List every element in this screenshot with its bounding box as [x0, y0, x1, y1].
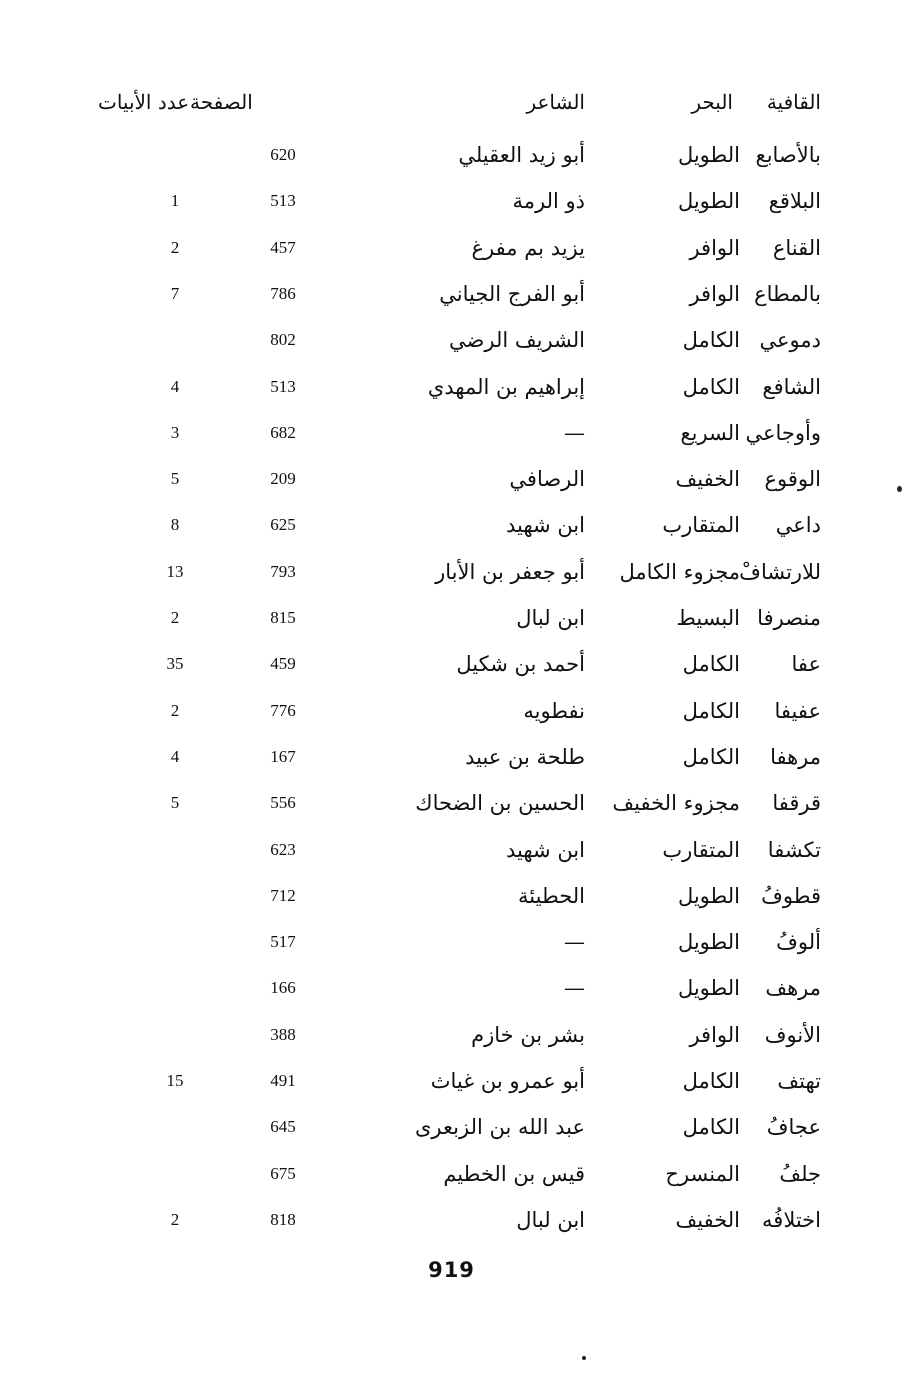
table-row [0, 598, 903, 638]
qafia-cell: الأنوف [764, 1023, 821, 1047]
page-cell: 491 [270, 1071, 296, 1090]
poet-cell: إبراهيم بن المهدي [427, 375, 585, 399]
table-row [0, 1154, 903, 1194]
table-row [0, 1061, 903, 1101]
count-cell: 7 [170, 284, 180, 303]
page-cell: 786 [270, 284, 296, 303]
header-count: عدد الأبيات [98, 90, 190, 114]
qafia-cell: البلاقع [768, 189, 821, 213]
bahr-cell: السريع [680, 421, 740, 445]
bahr-cell: الطويل [677, 189, 740, 213]
qafia-cell: بالمطاع [754, 282, 821, 306]
qafia-cell: بالأصابع [755, 143, 821, 167]
poet-cell: عبد الله بن الزبعرى [414, 1115, 585, 1139]
bahr-cell: الطويل [677, 143, 740, 167]
table-row [0, 1015, 903, 1055]
qafia-cell: القناع [772, 236, 821, 260]
bahr-cell: الكامل [682, 375, 740, 399]
qafia-cell: عفيفا [774, 699, 821, 723]
count-cell: 5 [170, 793, 180, 812]
poet-cell: يزيد بم مفرغ [471, 236, 585, 260]
bahr-cell: الكامل [682, 1115, 740, 1139]
bahr-cell: البسيط [676, 606, 740, 630]
qafia-cell: عفا [791, 652, 821, 676]
table-row [0, 737, 903, 777]
page-cell: 556 [270, 793, 296, 812]
page-cell: 459 [270, 654, 296, 673]
count-cell: 15 [166, 1071, 184, 1090]
page-cell: 166 [270, 978, 296, 997]
page-cell: 457 [270, 238, 296, 257]
table-row [0, 783, 903, 823]
count-cell: 2 [170, 701, 180, 720]
qafia-cell: عجافُ [766, 1115, 821, 1139]
page-number: 919 [428, 1258, 475, 1282]
qafia-cell: جلفُ [779, 1162, 821, 1186]
table-row [0, 691, 903, 731]
page-cell: 517 [270, 932, 296, 951]
qafia-cell: منصرفا [757, 606, 821, 630]
header-page: الصفحة [190, 90, 253, 114]
poet-cell: — [564, 930, 585, 954]
table-row [0, 1200, 903, 1240]
table-row [0, 135, 903, 175]
page-cell: 645 [270, 1117, 296, 1136]
bahr-cell: الكامل [682, 1069, 740, 1093]
poet-cell: أبو زيد العقيلي [458, 143, 585, 167]
count-cell: 2 [170, 608, 180, 627]
page-cell: 682 [270, 423, 296, 442]
header-poet: الشاعر [526, 90, 585, 114]
page-cell: 167 [270, 747, 296, 766]
poet-cell: بشر بن خازم [471, 1023, 585, 1047]
count-cell: 13 [166, 562, 184, 581]
page-cell: 513 [270, 191, 296, 210]
poet-cell: الشريف الرضي [449, 328, 585, 352]
page-cell: 388 [270, 1025, 296, 1044]
poet-cell: ابن لبال [516, 606, 585, 630]
table-row [0, 876, 903, 916]
bahr-cell: الكامل [682, 745, 740, 769]
qafia-cell: الوقوع [764, 467, 821, 491]
poet-cell: ابن شهيد [506, 838, 585, 862]
scan-speck [897, 486, 902, 492]
poet-cell: أبو الفرج الجياني [439, 282, 585, 306]
qafia-cell: تهتف [777, 1069, 821, 1093]
page-cell: 818 [270, 1210, 296, 1229]
bahr-cell: الوافر [689, 1023, 740, 1047]
table-row [0, 413, 903, 453]
table-header [0, 82, 903, 122]
table-row [0, 320, 903, 360]
poet-cell: طلحة بن عبيد [465, 745, 585, 769]
bahr-cell: الخفيف [675, 1208, 740, 1232]
count-cell: 5 [170, 469, 180, 488]
bahr-cell: مجزوء الخفيف [612, 791, 740, 815]
qafia-cell: للارتشافْ [739, 560, 821, 584]
table-row [0, 922, 903, 962]
table-row [0, 644, 903, 684]
page-cell: 513 [270, 377, 296, 396]
count-cell: 35 [166, 654, 184, 673]
count-cell: 4 [170, 377, 180, 396]
qafia-cell: دموعي [759, 328, 821, 352]
table-row [0, 181, 903, 221]
poet-cell: قيس بن الخطيم [443, 1162, 585, 1186]
page-cell: 625 [270, 515, 296, 534]
table-row [0, 552, 903, 592]
poet-cell: أحمد بن شكيل [456, 652, 585, 676]
table-row [0, 274, 903, 314]
page-cell: 815 [270, 608, 296, 627]
poet-cell: ذو الرمة [512, 189, 585, 213]
bahr-cell: الكامل [682, 652, 740, 676]
count-cell: 2 [170, 1210, 180, 1229]
qafia-cell: تكشفا [767, 838, 821, 862]
count-cell: 1 [170, 191, 180, 210]
qafia-cell: ألوفُ [776, 930, 821, 954]
qafia-cell: قرقفا [772, 791, 821, 815]
bahr-cell: المتقارب [662, 513, 740, 537]
qafia-cell: مرهف [765, 976, 821, 1000]
bahr-cell: الطويل [677, 976, 740, 1000]
table-row [0, 1107, 903, 1147]
page-cell: 623 [270, 840, 296, 859]
scan-speck [582, 1356, 586, 1360]
table-row [0, 459, 903, 499]
table-row [0, 228, 903, 268]
qafia-cell: الشافع [762, 375, 821, 399]
page-cell: 712 [270, 886, 296, 905]
count-cell: 3 [170, 423, 180, 442]
qafia-cell: داعي [775, 513, 821, 537]
bahr-cell: المتقارب [662, 838, 740, 862]
header-qafia: القافية [766, 90, 821, 114]
poet-cell: أبو عمرو بن غياث [430, 1069, 585, 1093]
table-row [0, 968, 903, 1008]
table-row [0, 367, 903, 407]
table-row [0, 505, 903, 545]
count-cell: 8 [170, 515, 180, 534]
table-row [0, 830, 903, 870]
page-cell: 802 [270, 330, 296, 349]
poet-cell: أبو جعفر بن الأبار [435, 560, 585, 584]
header-bahr: البحر [691, 90, 733, 114]
poet-cell: ابن شهيد [506, 513, 585, 537]
qafia-cell: قطوفُ [761, 884, 821, 908]
bahr-cell: الكامل [682, 328, 740, 352]
page-cell: 776 [270, 701, 296, 720]
qafia-cell: مرهفا [770, 745, 821, 769]
bahr-cell: مجزوء الكامل [619, 560, 740, 584]
poet-cell: الرصافي [509, 467, 585, 491]
qafia-cell: اختلافُه [762, 1208, 821, 1232]
bahr-cell: الطويل [677, 884, 740, 908]
poet-cell: الحطيئة [518, 884, 585, 908]
poet-cell: نفطويه [523, 699, 585, 723]
page-cell: 793 [270, 562, 296, 581]
bahr-cell: الكامل [682, 699, 740, 723]
count-cell: 2 [170, 238, 180, 257]
bahr-cell: الطويل [677, 930, 740, 954]
bahr-cell: الوافر [689, 282, 740, 306]
qafia-cell: وأوجاعي [745, 421, 821, 445]
poet-cell: — [564, 976, 585, 1000]
page-cell: 675 [270, 1164, 296, 1183]
bahr-cell: المنسرح [665, 1162, 740, 1186]
page-cell: 209 [270, 469, 296, 488]
bahr-cell: الخفيف [675, 467, 740, 491]
poet-cell: ابن لبال [516, 1208, 585, 1232]
page-cell: 620 [270, 145, 296, 164]
count-cell: 4 [170, 747, 180, 766]
bahr-cell: الوافر [689, 236, 740, 260]
poet-cell: الحسين بن الضحاك [415, 791, 585, 815]
poet-cell: — [564, 421, 585, 445]
